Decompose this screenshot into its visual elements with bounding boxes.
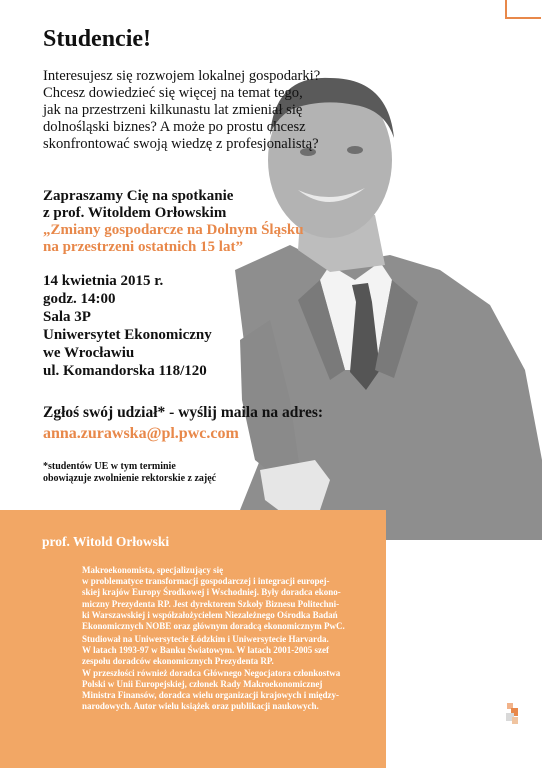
pwc-logo-mark-icon	[505, 703, 519, 725]
corner-accent-horizontal	[505, 17, 541, 19]
bio-line: ki Warszawskiej i współzałożycielem Niezależnego Ośrodka Badań	[82, 609, 338, 620]
event-date: 14 kwietnia 2015 r.	[43, 273, 164, 289]
topic-line: „Zmiany gospodarcze na Dolnym Śląsku	[43, 222, 304, 238]
intro-line: Interesujesz się rozwojem lokalnej gospodarki?	[43, 68, 321, 84]
bio-line: Ministra Finansów, doradca wielu organizacji krajowych i między-	[82, 690, 339, 701]
bio-line: skiej krajów Europy Środkowej i Wschodniej. Były doradca ekono-	[82, 587, 341, 598]
bio-line: zespołu doradców ekonomicznych Prezydenta RP.	[82, 656, 274, 667]
topic-line: na przestrzeni ostatnich 15 lat”	[43, 239, 243, 255]
bio-name: prof. Witold Orłowski	[42, 534, 170, 549]
bio-line: miczny Prezydenta RP. Jest dyrektorem Szkoły Biznesu Politechni-	[82, 598, 340, 609]
contact-email-link[interactable]: anna.zurawska@pl.pwc.com	[43, 425, 239, 442]
page-title: Studencie!	[43, 26, 151, 52]
intro-line: skonfrontować swoją wiedzę z profesjonalistą?	[43, 136, 319, 152]
footnote	[43, 461, 216, 485]
event-address: ul. Komandorska 118/120	[43, 363, 207, 379]
bio-line: Makroekonomista, specjalizujący się	[82, 565, 224, 575]
invitation	[43, 188, 304, 256]
corner-accent-vertical	[505, 0, 507, 18]
bio-line: Polski w Unii Europejskiej, członek Rady Makroekonomicznej	[82, 678, 323, 689]
bio-line: Studiował na Uniwersytecie Łódzkim i Uniwersytecie Harvarda.	[82, 634, 329, 644]
intro-text	[43, 68, 373, 153]
intro-line: jak na przestrzeni kilkunastu lat zmieniał się	[43, 102, 303, 118]
event-details	[43, 272, 212, 380]
footnote-line: obowiązuje zwolnienie rektorskie z zajęć	[43, 473, 217, 484]
bio-line: w problematyce transformacji gospodarczej i integracji europej-	[82, 576, 330, 587]
event-time: godz. 14:00	[43, 291, 116, 307]
intro-line: Chcesz dowiedzieć się więcej na temat tego,	[43, 85, 303, 101]
intro-line: dolnośląski biznes? A może po prostu chcesz	[43, 119, 306, 135]
event-city: we Wrocławiu	[43, 345, 135, 361]
bio-line: Ekonomicznych NOBE oraz głównym doradcą ekonomicznym PwC.	[82, 621, 345, 632]
bio-line: W przeszłości również doradca Głównego Negocjatora członkostwa	[82, 667, 341, 678]
event-room: Sala 3P	[43, 309, 91, 325]
footnote-line: *studentów UE w tym terminie	[43, 461, 176, 472]
pwc-logo: pwc	[462, 728, 504, 753]
bio-line: W latach 1993-97 w Banku Światowym. W latach 2001-2005 szef	[82, 645, 330, 656]
invite-line: z prof. Witoldem Orłowskim	[43, 205, 227, 221]
invite-line: Zapraszamy Cię na spotkanie	[43, 188, 234, 204]
bio-paragraph-2	[82, 634, 382, 712]
bio-paragraph-1	[82, 565, 382, 632]
bio-line: narodowych. Autor wielu książek oraz publikacji naukowych.	[82, 701, 319, 712]
event-venue: Uniwersytet Ekonomiczny	[43, 327, 212, 343]
signup-call-to-action: Zgłoś swój udział* - wyślij maila na adres:	[43, 404, 324, 421]
